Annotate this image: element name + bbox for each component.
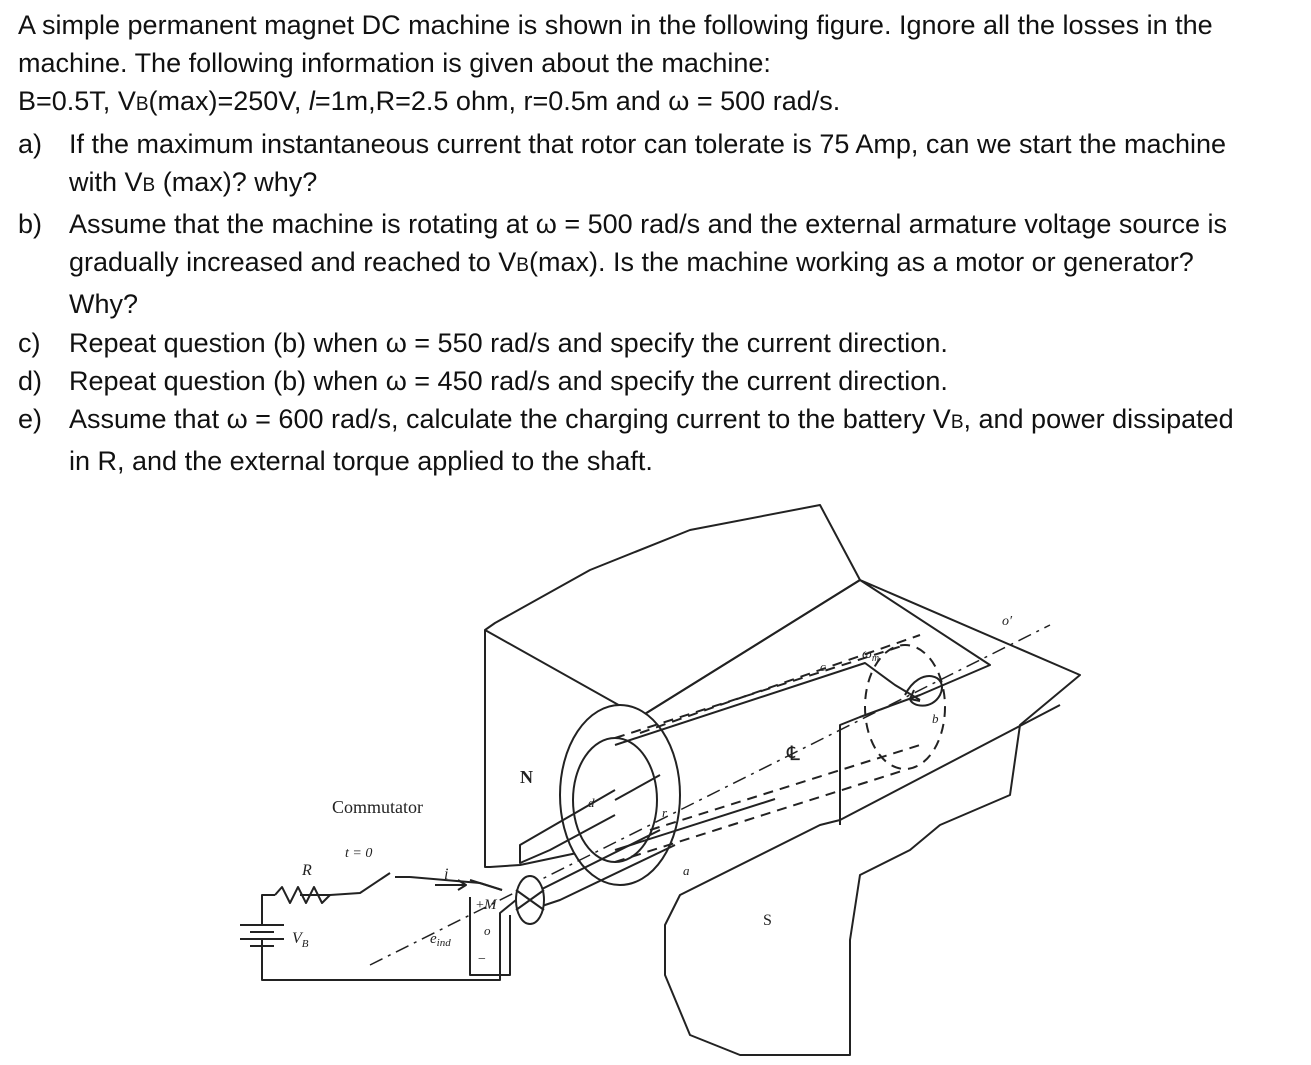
point-d-label: d — [588, 795, 595, 810]
question-d-label: d) — [18, 365, 43, 396]
north-pole-label: N — [520, 767, 533, 787]
current-arrow — [435, 880, 466, 890]
minus-sign: − — [478, 952, 486, 967]
plus-sign: + — [476, 898, 484, 913]
switch-time-label: t = 0 — [345, 846, 373, 861]
switch-symbol — [330, 873, 390, 895]
commutator-label: Commutator — [332, 797, 423, 817]
dc-machine-figure — [220, 495, 1310, 1060]
battery-symbol — [240, 910, 284, 980]
battery-label: $V_B$ — [292, 930, 309, 950]
question-a: a) If the maximum instantaneous current that rotor can tolerate is 75 Amp, can we start the machine with VB (max)? why? — [18, 125, 1303, 205]
question-b: b) Assume that the machine is rotating at ω = 500 rad/s and the external armature voltage source is gradually increased and reached to VB(max). Is the machine working as a motor or generator? Why? — [18, 205, 1303, 324]
point-o-label: o — [484, 923, 491, 938]
emf-label: $e_{ind}$ — [430, 931, 451, 949]
question-e: e) Assume that ω = 600 rad/s, calculate the charging current to the battery VB, and power dissipated in R, and the external torque applied to the shaft. — [18, 400, 1303, 480]
axis-end-label: o′ — [1002, 614, 1013, 629]
centerline-symbol: ℄ — [787, 743, 800, 765]
dc-machine-diagram — [220, 495, 1310, 1060]
resistor-label: R — [302, 862, 312, 879]
problem-text — [18, 6, 1303, 480]
question-c-label: c) — [18, 327, 41, 358]
question-c: c) Repeat question (b) when ω = 550 rad/s and specify the current direction. — [18, 324, 1303, 362]
question-d: d) Repeat question (b) when ω = 450 rad/s and specify the current direction. — [18, 362, 1303, 400]
point-m-label: M — [484, 897, 497, 913]
point-b-label: b — [932, 711, 939, 726]
point-a-label: a — [683, 863, 690, 878]
question-a-label: a) — [18, 128, 43, 159]
south-pole-label: S — [763, 912, 772, 929]
intro-line-1: A simple permanent magnet DC machine is shown in the following figure. Ignore all the losses in the — [18, 10, 1213, 40]
current-label: i — [444, 866, 449, 883]
given-values: B=0.5T, VB(max)=250V, l=1m,R=2.5 ohm, r=0.5m and ω = 500 rad/s. — [18, 86, 841, 117]
question-e-label: e) — [18, 404, 43, 435]
speed-label: $\omega_m$ — [862, 647, 880, 664]
point-c-label: c — [820, 659, 826, 674]
question-b-label: b) — [18, 209, 43, 240]
intro-line-2: machine. The following information is given about the machine: — [18, 48, 771, 79]
radius-label: r — [662, 805, 668, 820]
